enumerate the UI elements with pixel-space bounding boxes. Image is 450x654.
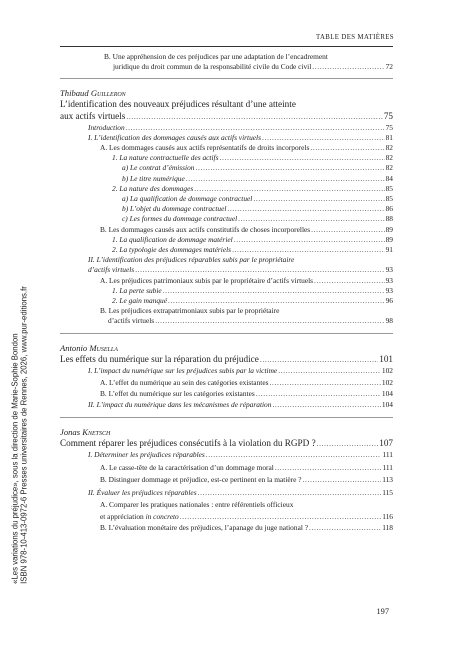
toc-entry[interactable]: A. L’effet du numérique au sein des catégories existantes . . . 102 (60, 377, 393, 388)
toc-entry[interactable]: II. L’identification des préjudices réparables subis par le propriétaire (88, 255, 295, 265)
chapter-title[interactable]: L’identification des nouveaux préjudices résultant d’une atteinte (60, 99, 296, 110)
toc-entry[interactable]: 1. La qualification de dommage matériel . . . 89 (60, 235, 393, 245)
page-number: 197 (376, 607, 389, 616)
toc-entry[interactable]: juridique du droit commun de la responsabilité civile du Code civil . . . 72 (60, 62, 393, 72)
toc-entry[interactable]: B. Une appréhension de ces préjudices par une adaptation de l’encadrement (104, 52, 328, 61)
toc-entry[interactable]: 2. Le gain manqué . . . 96 (60, 296, 393, 306)
toc-entry[interactable]: A. Les dommages causés aux actifs représentatifs de droits incorporels . . . 82 (60, 143, 393, 153)
toc-entry[interactable]: II. Évaluer les préjudices réparables . . . 115 (60, 487, 393, 499)
author-name: Jonas Knetsch (60, 426, 111, 437)
toc-entry[interactable]: B. Les dommages causés aux actifs constitutifs de choses incorporelles . . . 89 (60, 225, 393, 235)
side-notice-line-1: «Les variations du préjudice», sous la direction de Marie-Sophie Bondon (10, 333, 20, 584)
toc-entry[interactable]: I. L’identification des dommages causés aux actifs virtuels . . . 81 (60, 133, 393, 143)
author-name: Thibaud Guilleron (60, 88, 126, 99)
toc-entry[interactable]: 2. La nature des dommages . . . 85 (60, 184, 393, 194)
toc-entry[interactable]: I. L’impact du numérique sur les préjudices subis par la victime . . . 102 (60, 365, 393, 376)
chapter-title[interactable]: Comment réparer les préjudices consécutifs à la violation du RGPD ? . . . 107 (60, 438, 393, 450)
chapter-title[interactable]: aux actifs virtuels . . . 75 (60, 111, 393, 123)
section-divider (60, 333, 393, 334)
toc-entry[interactable]: A. Les préjudices patrimoniaux subis par le propriétaire d’actifs virtuels . . . 93 (60, 276, 393, 286)
table-of-contents (60, 52, 393, 534)
toc-entry[interactable]: B. L’effet du numérique sur les catégories existantes . . . 104 (60, 388, 393, 399)
toc-entry[interactable]: d’actifs virtuels . . . 93 (60, 265, 393, 275)
toc-entry[interactable]: A. Le casse-tête de la caractérisation d’un dommage moral . . . 111 (60, 462, 393, 474)
side-notice (0, 0, 40, 654)
toc-entry[interactable]: I. Déterminer les préjudices réparables . . . 111 (60, 449, 393, 461)
toc-entry[interactable]: A. Comparer les pratiques nationales : entre référentiels officieux (100, 500, 294, 510)
section-divider (60, 78, 393, 79)
toc-entry[interactable]: 2. La typologie des dommages matériels . . . 91 (60, 245, 393, 255)
toc-entry[interactable]: c) Les formes du dommage contractuel . . . 88 (60, 214, 393, 224)
toc-entry[interactable]: et appréciation in concreto . . . 116 (60, 511, 393, 522)
toc-entry[interactable]: 1. La nature contractuelle des actifs . . . 82 (60, 153, 393, 163)
toc-entry[interactable]: II. L’impact du numérique dans les mécanismes de réparation . . . 104 (60, 399, 393, 410)
toc-entry[interactable]: b) L’objet du dommage contractuel . . . 86 (60, 204, 393, 214)
chapter-title[interactable]: Les effets du numérique sur la réparation du préjudice . . . 101 (60, 354, 393, 366)
running-header: TABLE DES MATIÈRES (315, 34, 394, 41)
toc-entry[interactable]: a) La qualification de dommage contractuel . . . 85 (60, 194, 393, 204)
toc-entry[interactable]: Introduction . . . 75 (60, 123, 393, 133)
toc-entry[interactable]: B. Distinguer dommage et préjudice, est-ce pertinent en la matière ? . . . 113 (60, 474, 393, 486)
toc-entry[interactable]: a) Le contrat d’émission . . . 82 (60, 163, 393, 173)
header-rule (60, 46, 393, 47)
section-divider (60, 417, 393, 418)
toc-entry[interactable]: b) Le titre numérique . . . 84 (60, 174, 393, 184)
toc-entry[interactable]: d’actifs virtuels . . . 98 (60, 316, 393, 326)
toc-entry[interactable]: B. Les préjudices extrapatrimoniaux subis par le propriétaire (100, 306, 280, 316)
author-name: Antonio Musella (60, 342, 118, 353)
toc-entry[interactable]: B. L’évaluation monétaire des préjudices, l’apanage du juge national ? . . . 118 (60, 522, 393, 534)
side-notice-line-2: ISBN 978-10-413-0972-6 Presses universitaires de Rennes, 2026, www.pur-editions.fr (20, 286, 29, 584)
toc-entry[interactable]: 1. La perte subie . . . 93 (60, 286, 393, 296)
